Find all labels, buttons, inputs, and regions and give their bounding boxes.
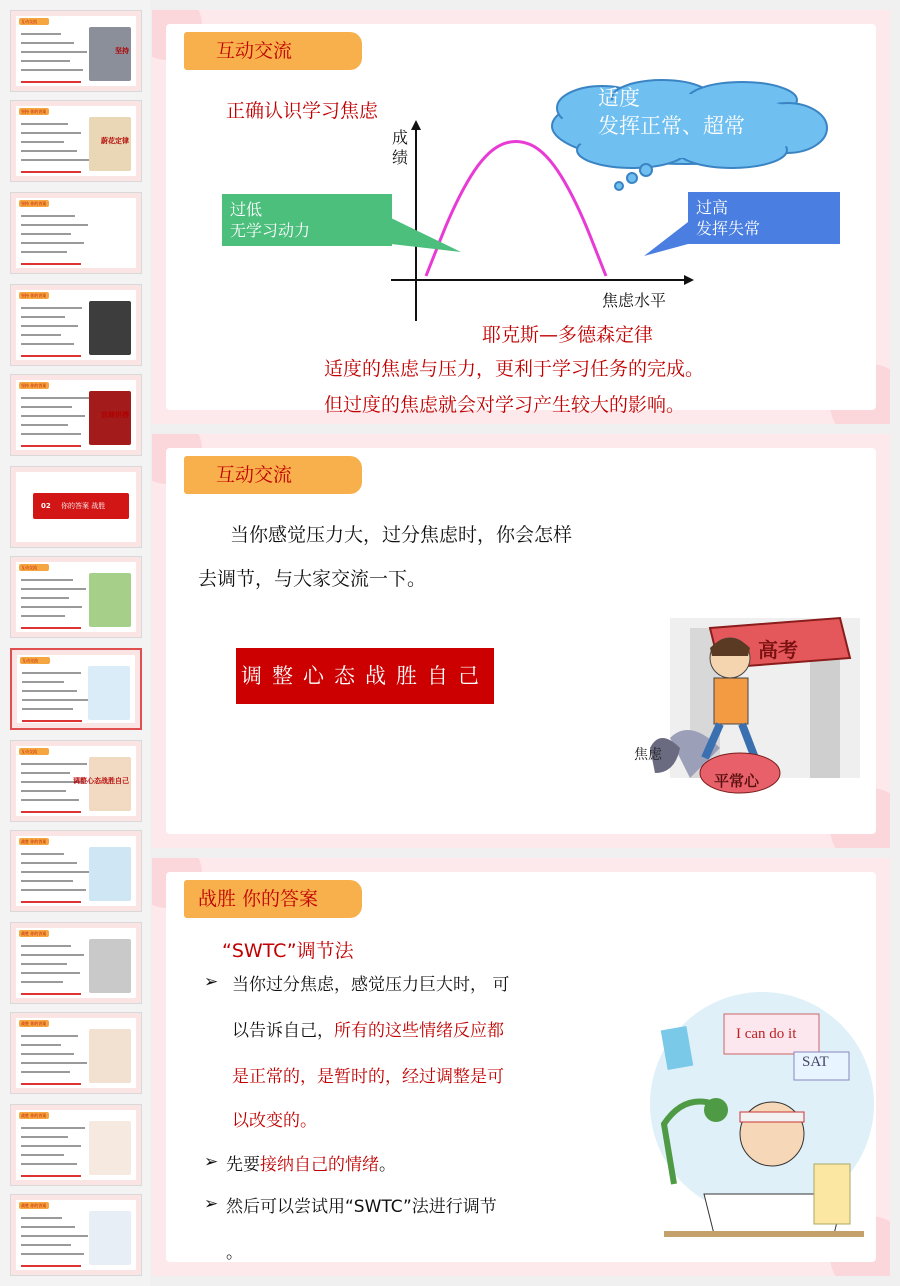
swtc-method-title: “SWTC”调节法 <box>222 940 354 962</box>
thumb-caption: 放肆拼搏 <box>101 411 129 419</box>
slide-heading: 正确认识学习焦虑 <box>226 100 379 122</box>
callout-too-low-title: 过低 <box>230 200 263 219</box>
thumb-tag: 互动交流 <box>19 748 49 755</box>
slide-thumbnail-5[interactable] <box>10 374 142 456</box>
bullet1-line3: 是正常的，是暂时的，经过调整是可 <box>232 1067 504 1087</box>
x-axis-label: 焦虑水平 <box>602 291 667 310</box>
slide-thumbnail-12[interactable] <box>10 1012 142 1094</box>
thumb-text-line <box>21 853 64 855</box>
thumb-text-line <box>21 316 65 318</box>
thumb-text-line <box>21 862 77 864</box>
thumb-accent-line <box>21 263 81 265</box>
thumb-text-line <box>21 415 85 417</box>
callout-too-high-pointer <box>640 220 690 260</box>
callout-too-low-pointer <box>391 216 466 256</box>
bullet2-emphasis: 接纳自己的情绪 <box>260 1155 379 1175</box>
body-line-1: 适度的焦虑与压力，更利于学习任务的完成。 <box>324 358 705 380</box>
cloud-text-moderate: 适度 <box>598 86 640 110</box>
x-axis-arrow-icon <box>684 275 694 285</box>
thumb-text-line <box>21 233 71 235</box>
body-line-2: 但过度的焦虑就会对学习产生较大的影响。 <box>324 394 686 416</box>
callout-too-high <box>688 192 840 244</box>
thumb-text-line <box>21 1044 61 1046</box>
slide-thumbnail-1[interactable] <box>10 10 142 92</box>
y-axis-label: 成绩 <box>392 128 409 167</box>
gaokao-sign-text: 高考 <box>758 638 798 662</box>
bullet1-line2-text: 以告诉自己， <box>232 1021 334 1041</box>
thumb-text-line <box>22 699 90 701</box>
thumb-text-line <box>21 790 66 792</box>
thumb-image <box>89 1211 131 1265</box>
thumb-text-line <box>21 1235 88 1237</box>
thumb-text-line <box>21 588 86 590</box>
thumb-text-line <box>21 33 61 35</box>
bullet-arrow-icon: ➢ <box>204 1152 219 1172</box>
thumb-text-line <box>21 579 73 581</box>
thumb-text-line <box>21 343 74 345</box>
thumb-text-line <box>21 433 81 435</box>
studying-student-illustration <box>644 984 880 1250</box>
thumb-text-line <box>22 708 73 710</box>
thumb-text-line <box>21 150 77 152</box>
thumb-text-line <box>21 60 70 62</box>
slide-swtc-method[interactable] <box>152 858 890 1276</box>
bullet-arrow-icon: ➢ <box>204 972 219 992</box>
thumb-text-line <box>22 690 77 692</box>
slide-thumbnail-11[interactable] <box>10 922 142 1004</box>
thumb-text-line <box>21 880 73 882</box>
thumb-text-line <box>21 1053 74 1055</box>
thumb-text-line <box>21 981 63 983</box>
thumb-tag: 战胜 你的答案 <box>19 930 49 937</box>
question-line-2: 去调节，与大家交流一下。 <box>198 568 427 590</box>
thumb-accent-line <box>21 627 81 629</box>
thumb-image <box>89 573 131 627</box>
slide-thumbnail-13[interactable] <box>10 1104 142 1186</box>
question-line-1: 当你感觉压力大，过分焦虑时，你会怎样 <box>230 524 573 546</box>
thumb-text-line <box>21 889 86 891</box>
thumb-image <box>89 209 131 263</box>
slide-thumbnail-9[interactable] <box>10 740 142 822</box>
thumb-text-line <box>21 215 75 217</box>
cloud-text-performance: 发挥正常、超常 <box>598 114 745 138</box>
thumb-tag: 坚持 你的答案 <box>19 200 49 207</box>
thumb-text-line <box>21 224 88 226</box>
thumb-text-line <box>21 1253 84 1255</box>
bullet-arrow-icon: ➢ <box>204 1194 219 1214</box>
thumb-accent-line <box>21 1175 81 1177</box>
thumb-text-line <box>21 763 87 765</box>
thumb-text-line <box>21 42 74 44</box>
slide-thumbnail-6[interactable] <box>10 466 142 548</box>
bullet1-line1: 当你过分焦虑，感觉压力巨大时， 可 <box>232 975 510 995</box>
thumb-tag: 互动交流 <box>20 657 50 664</box>
y-axis-arrow-icon <box>411 120 421 130</box>
thumb-tag: 战胜 你的答案 <box>19 1112 49 1119</box>
poster-can-do-text: I can do it <box>736 1026 797 1042</box>
thumb-text-line <box>21 307 82 309</box>
thumb-text-line <box>21 242 84 244</box>
thumb-text-line <box>21 406 72 408</box>
slide-thumbnail-2[interactable] <box>10 100 142 182</box>
thumb-image <box>88 666 130 720</box>
callout-too-low-desc: 无学习动力 <box>230 221 311 240</box>
thumb-text-line <box>21 69 83 71</box>
section-tab: 互动交流 <box>184 456 362 494</box>
thumb-tag: 战胜 你的答案 <box>19 1020 49 1027</box>
thumb-text-line <box>21 1226 75 1228</box>
thumb-text-line <box>21 334 61 336</box>
thumb-text-line <box>21 1217 62 1219</box>
bullet1-line4: 以改变的。 <box>232 1111 317 1131</box>
thumb-text-line <box>21 1127 85 1129</box>
thumb-accent-line <box>21 355 81 357</box>
thumb-tag: 互动交流 <box>19 18 49 25</box>
thumb-image <box>89 1121 131 1175</box>
anxiety-bag-text: 焦虑 <box>634 747 662 763</box>
thumb-image <box>89 939 131 993</box>
thumb-accent-line <box>21 901 81 903</box>
thumb-section-caption: 你的答案 战胜 <box>61 502 106 510</box>
slide-yerkes-dodson[interactable] <box>152 10 890 424</box>
thumb-tag: 坚持 你的答案 <box>19 108 49 115</box>
thumb-accent-line <box>21 81 81 83</box>
thumb-image <box>89 301 131 355</box>
thumb-text-line <box>21 159 90 161</box>
thumb-section-number: 02 <box>41 502 51 510</box>
thumb-text-line <box>21 963 67 965</box>
thumb-text-line <box>21 606 82 608</box>
bullet3-end: 。 <box>226 1243 243 1263</box>
slide-thumbnail-14[interactable] <box>10 1194 142 1276</box>
adjust-mindset-banner: 调整心态战胜自己 <box>236 648 494 704</box>
thumb-text-line <box>21 799 79 801</box>
poster-sat-text: SAT <box>802 1054 829 1070</box>
thumb-text-line <box>21 1145 81 1147</box>
callout-too-high-desc: 发挥失常 <box>696 219 761 238</box>
thumb-text-line <box>21 132 81 134</box>
thumb-tag: 坚持 你的答案 <box>19 292 49 299</box>
thumb-text-line <box>21 871 90 873</box>
thumb-text-line <box>21 424 68 426</box>
thumb-text-line <box>21 123 68 125</box>
slide-thumbnail-3[interactable] <box>10 192 142 274</box>
thumb-text-line <box>21 251 67 253</box>
slide-thumbnail-4[interactable] <box>10 284 142 366</box>
thumb-accent-line <box>21 993 81 995</box>
bullet2-end: 。 <box>379 1155 396 1175</box>
thumb-text-line <box>21 1136 68 1138</box>
thumb-text-line <box>21 325 78 327</box>
thumb-text-line <box>21 1062 87 1064</box>
slide-discussion[interactable] <box>152 434 890 848</box>
thumb-text-line <box>21 954 84 956</box>
thumb-text-line <box>21 51 87 53</box>
thumb-text-line <box>21 1035 78 1037</box>
thumb-text-line <box>21 615 65 617</box>
thumb-accent-line <box>21 1265 81 1267</box>
thumb-text-line <box>21 1154 64 1156</box>
slide-content <box>166 448 876 834</box>
slide-thumbnail-7[interactable] <box>10 556 142 638</box>
thumb-text-line <box>21 1071 70 1073</box>
thumb-accent-line <box>22 720 82 722</box>
thumb-accent-line <box>21 1083 81 1085</box>
thumb-tag: 战胜 你的答案 <box>19 1202 49 1209</box>
calm-mind-stone-text: 平常心 <box>714 772 760 790</box>
thumb-image <box>89 1029 131 1083</box>
bullet1-line2-emphasis: 所有的这些情绪反应都 <box>334 1021 504 1041</box>
thumb-text-line <box>21 945 71 947</box>
bullet2-text: 先要 <box>226 1155 260 1175</box>
thumb-text-line <box>21 1244 71 1246</box>
thumb-text-line <box>21 772 70 774</box>
thumb-text-line <box>22 681 64 683</box>
section-tab: 战胜 你的答案 <box>184 880 362 918</box>
slide-thumbnail-panel <box>0 0 150 1286</box>
thumb-text-line <box>21 397 89 399</box>
bullet3: 然后可以尝试用“SWTC”法进行调节 <box>226 1197 497 1217</box>
thumb-text-line <box>21 972 80 974</box>
thumb-tag: 互动交流 <box>19 564 49 571</box>
bullet2 <box>226 1150 396 1175</box>
slide-content <box>166 872 876 1262</box>
thumb-text-line <box>21 597 69 599</box>
thumb-caption: 蔚花定律 <box>101 137 129 145</box>
thumb-caption: 坚持 <box>115 47 129 55</box>
thumb-image <box>89 847 131 901</box>
thumb-tag: 战胜 你的答案 <box>19 838 49 845</box>
callout-too-high-title: 过高 <box>696 198 729 217</box>
section-tab: 互动交流 <box>184 32 362 70</box>
thumb-text-line <box>21 141 64 143</box>
slide-content <box>166 24 876 416</box>
thumb-caption: 调整心态战胜自己 <box>73 777 129 785</box>
thumb-accent-line <box>21 811 81 813</box>
slide-thumbnail-10[interactable] <box>10 830 142 912</box>
law-title: 耶克斯—多德森定律 <box>482 324 654 346</box>
callout-too-low <box>222 194 392 246</box>
thumb-accent-line <box>21 445 81 447</box>
thumb-text-line <box>21 1163 77 1165</box>
bullet1-line2 <box>232 1016 504 1041</box>
thumb-accent-line <box>21 171 81 173</box>
slide-thumbnail-8[interactable] <box>10 648 142 730</box>
thumb-tag: 坚持 你的答案 <box>19 382 49 389</box>
thumb-text-line <box>22 672 81 674</box>
